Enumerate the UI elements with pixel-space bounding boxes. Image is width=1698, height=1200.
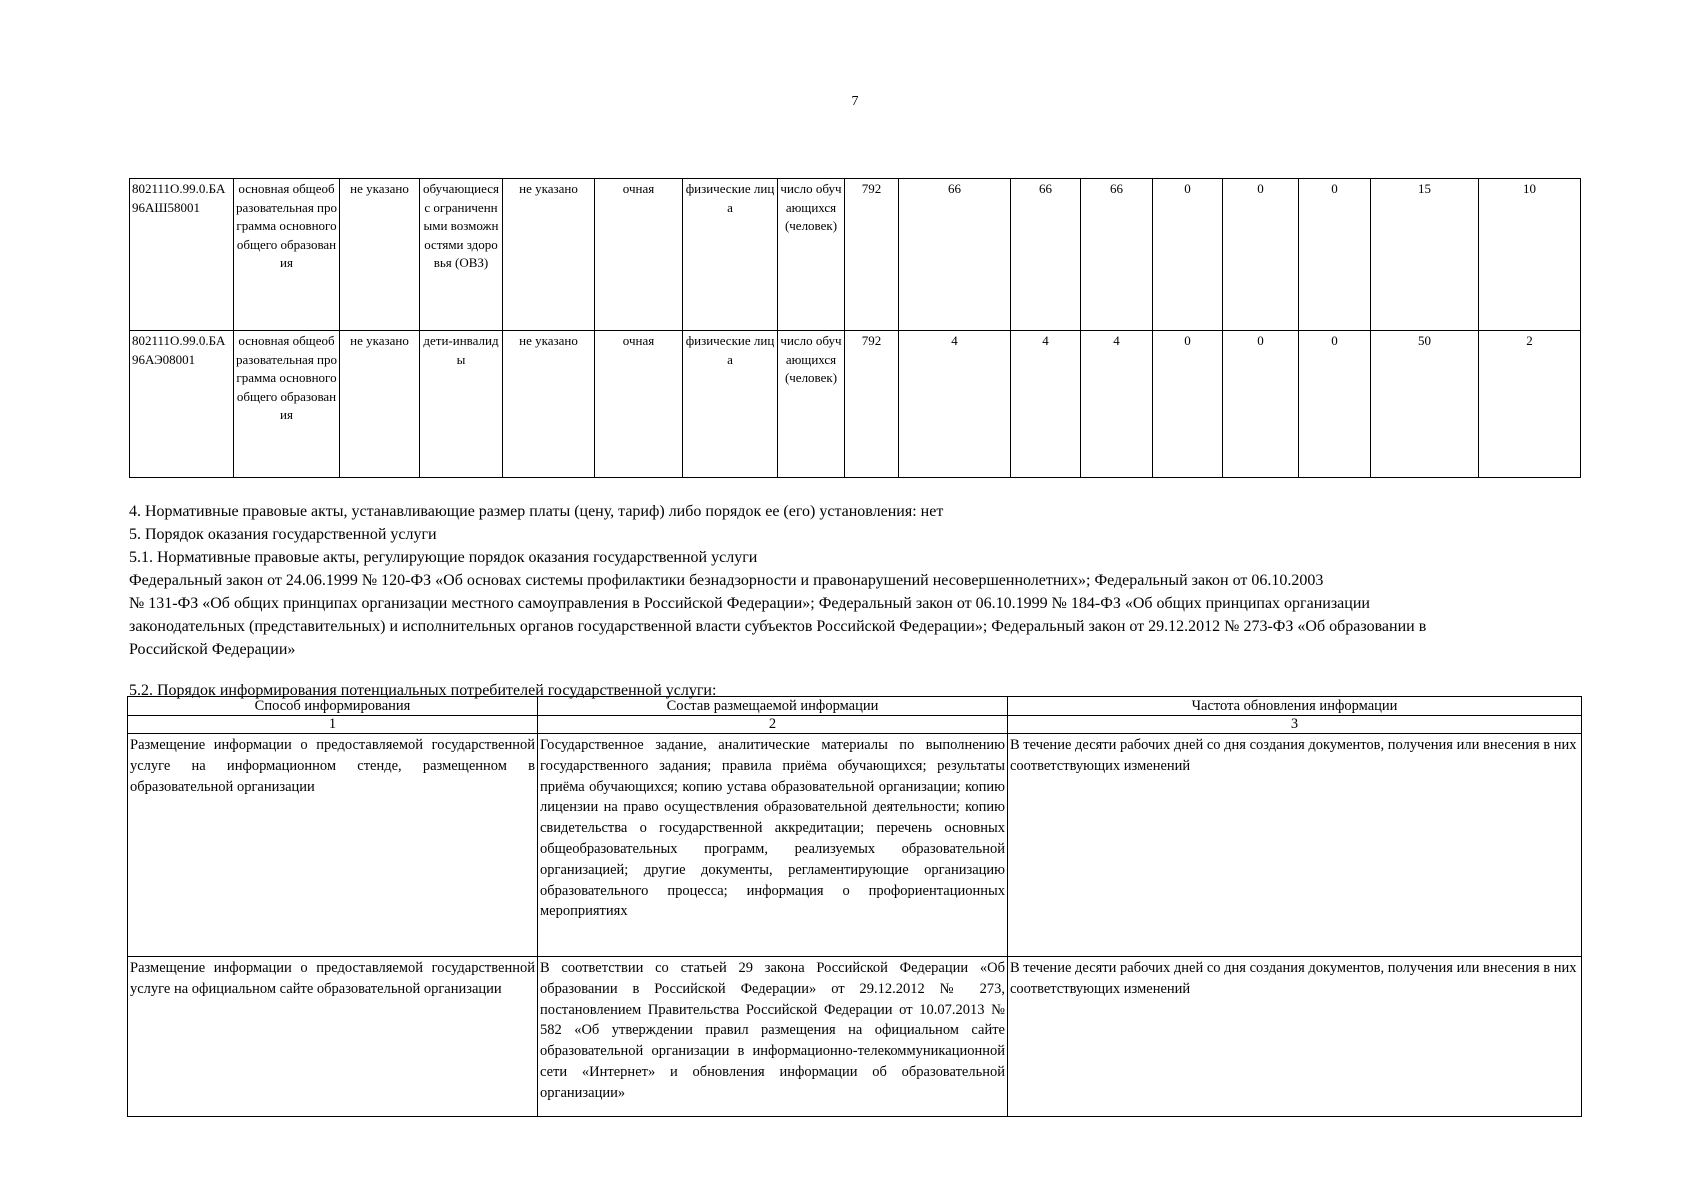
table-header-row (128, 697, 1582, 716)
okei-cell: 792 (845, 179, 899, 331)
value-cell: 10 (1479, 179, 1581, 331)
method-cell: Размещение информации о предоставляемой государственной услуге на информационном стенде, размещенном в образовательной организации (128, 734, 538, 957)
table-row (130, 331, 1581, 478)
program-cell: основная общеобразовательная программа основного общего образования (234, 179, 340, 331)
unit-cell: число обучающихся (человек) (778, 179, 845, 331)
value-cell: 4 (899, 331, 1011, 478)
value-cell: 4 (1081, 331, 1153, 478)
consumers-cell: физические лица (683, 331, 778, 478)
unit-cell: число обучающихся (человек) (778, 331, 845, 478)
value-cell: 2 (1479, 331, 1581, 478)
service-volume-table (129, 178, 1581, 478)
table-row (128, 957, 1582, 1117)
registry-code: 802111О.99.0.БА96АЭ08001 (130, 331, 234, 478)
section-5-2-heading: 5.2. Порядок информирования потенциальных потребителей государственной услуги: (129, 682, 717, 699)
content-cell: В соответствии со статьей 29 закона Российской Федерации «Об образовании в Российской Федерации» от 29.12.2012 № 273, постановлением Правительства Российской Федерации от 10.07.2013 № 582 «Об утверждении правил размещения на официальном сайте образовательной организации в информационно-телекоммуникационной сети «Интернет» и обновления информации об образовательной организации» (538, 957, 1008, 1117)
value-cell: 15 (1371, 179, 1479, 331)
column-header: Частота обновления информации (1008, 697, 1582, 716)
registry-code: 802111О.99.0.БА96АШ58001 (130, 179, 234, 331)
value-cell: 0 (1223, 179, 1299, 331)
method-cell: Размещение информации о предоставляемой государственной услуге на официальном сайте образовательной организации (128, 957, 538, 1117)
category-cell: дети-инвалиды (420, 331, 503, 478)
laws-line: законодательных (представительных) и исполнительных органов государственной власти субъектов Российской Федерации»; Федеральный закон от 29.12.2012 № 273-ФЗ «Об образовании в (129, 618, 1427, 635)
form-cell: очная (595, 179, 683, 331)
value-cell: 66 (1011, 179, 1081, 331)
unspecified-cell: не указано (503, 179, 595, 331)
column-header: Способ информирования (128, 697, 538, 716)
value-cell: 50 (1371, 331, 1479, 478)
laws-line: № 131-ФЗ «Об общих принципах организации местного самоуправления в Российской Федерации»; Федеральный закон от 06.10.1999 № 184-ФЗ «Об общих принципах организации (129, 595, 1370, 612)
laws-line: Федеральный закон от 24.06.1999 № 120-ФЗ «Об основах системы профилактики безнадзорности и правонарушений несовершеннолетних»; Федеральный закон от 06.10.2003 (129, 572, 1324, 589)
value-cell: 66 (1081, 179, 1153, 331)
okei-cell: 792 (845, 331, 899, 478)
column-index: 1 (128, 716, 538, 734)
consumers-cell: физические лица (683, 179, 778, 331)
frequency-cell: В течение десяти рабочих дней со дня создания документов, получения или внесения в них соответствующих изменений (1008, 957, 1582, 1117)
form-cell: очная (595, 331, 683, 478)
section-5-1-heading: 5.1. Нормативные правовые акты, регулирующие порядок оказания государственной услуги (129, 549, 758, 566)
section-4-text: 4. Нормативные правовые акты, устанавливающие размер платы (цену, тариф) либо порядок ее (его) установления: нет (129, 503, 944, 520)
value-cell: 66 (899, 179, 1011, 331)
unspecified-cell: не указано (503, 331, 595, 478)
value-cell: 4 (1011, 331, 1081, 478)
column-index-row (128, 716, 1582, 734)
value-cell: 0 (1223, 331, 1299, 478)
value-cell: 0 (1153, 331, 1223, 478)
table-row (128, 734, 1582, 957)
value-cell: 0 (1153, 179, 1223, 331)
page-number: 7 (851, 94, 859, 109)
table-row (130, 179, 1581, 331)
program-cell: основная общеобразовательная программа основного общего образования (234, 331, 340, 478)
legal-text-block (129, 500, 1579, 702)
value-cell: 0 (1299, 179, 1371, 331)
column-index: 3 (1008, 716, 1582, 734)
column-header: Состав размещаемой информации (538, 697, 1008, 716)
value-cell: 0 (1299, 331, 1371, 478)
frequency-cell: В течение десяти рабочих дней со дня создания документов, получения или внесения в них соответствующих изменений (1008, 734, 1582, 957)
content-cell: Государственное задание, аналитические материалы по выполнению государственного задания; правила приёма обучающихся; результаты приёма обучающихся; копию устава образовательной организации; копию лицензии на право осуществления образовательной деятельности; копию свидетельства о государственной аккредитации; перечень основных общеобразовательных программ, реализуемых образовательной организацией; другие документы, регламентирующие организацию образовательного процесса; информация о профориентационных мероприятиях (538, 734, 1008, 957)
unspecified-cell: не указано (340, 179, 420, 331)
unspecified-cell: не указано (340, 331, 420, 478)
informing-table (127, 696, 1582, 1117)
column-index: 2 (538, 716, 1008, 734)
category-cell: обучающиеся с ограниченными возможностями здоровья (ОВЗ) (420, 179, 503, 331)
section-5-heading: 5. Порядок оказания государственной услуги (129, 526, 437, 543)
laws-line: Российской Федерации» (129, 641, 296, 658)
